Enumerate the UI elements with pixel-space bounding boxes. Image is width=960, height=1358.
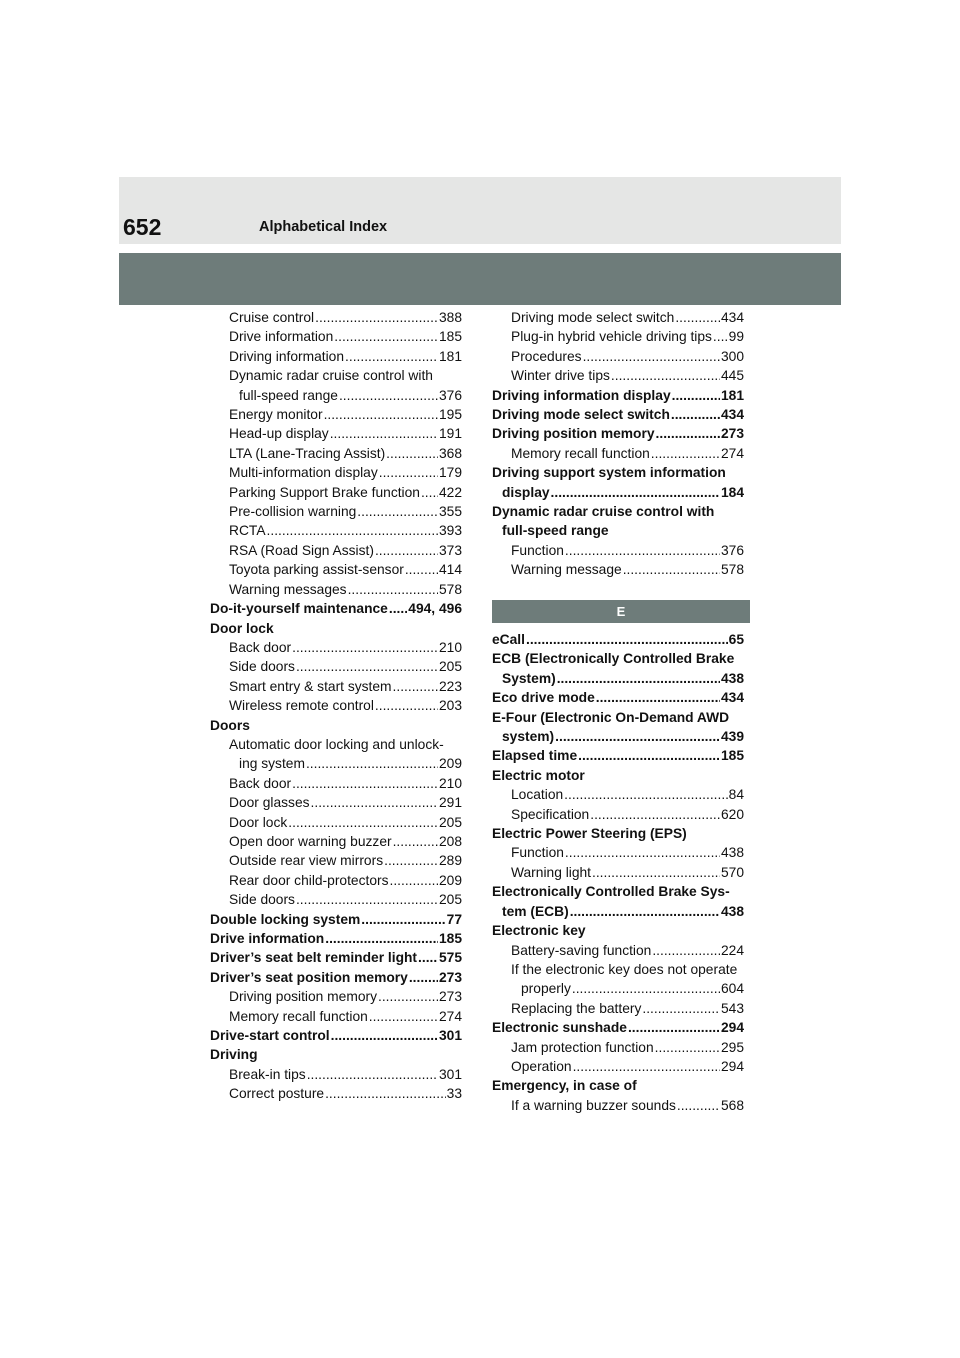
index-entry xyxy=(210,1026,462,1045)
leader-dots xyxy=(656,424,720,443)
index-entry-text: Eco drive mode xyxy=(492,690,595,706)
index-entry xyxy=(492,708,744,727)
index-entry xyxy=(492,1038,744,1057)
index-entry-text: Drive information xyxy=(210,931,325,946)
index-entry xyxy=(210,948,462,967)
index-entry-page: 65 xyxy=(728,632,744,647)
leader-dots xyxy=(557,669,720,688)
index-entry-text: Driving mode select switch xyxy=(511,310,675,325)
index-entry xyxy=(492,669,744,688)
index-entry-text: Break-in tips xyxy=(229,1066,306,1082)
index-entry-text: Head-up display xyxy=(229,426,329,442)
index-entry-text: Driving mode select switch xyxy=(492,407,670,423)
index-entry-page: 578 xyxy=(720,562,744,578)
index-entry-text: Doors xyxy=(210,717,250,733)
leader-dots xyxy=(421,483,438,502)
index-entry-text: Pre-collision warning xyxy=(229,504,357,520)
index-entry-text: Battery-saving function xyxy=(511,942,652,958)
index-entry xyxy=(210,716,462,735)
index-entry-text: Function xyxy=(511,845,564,861)
index-entry xyxy=(492,979,744,998)
index-entry-text: Cruise control xyxy=(229,310,315,325)
index-entry-text: Do-it-yourself maintenance xyxy=(210,601,388,617)
index-entry xyxy=(210,929,462,948)
leader-dots xyxy=(334,327,438,346)
leader-dots xyxy=(551,483,720,502)
index-entry xyxy=(492,863,744,882)
index-entry xyxy=(492,824,744,843)
index-entry xyxy=(492,882,744,901)
index-entry-text: Operation xyxy=(511,1058,572,1074)
index-column-right-bottom xyxy=(492,630,744,1115)
leader-dots xyxy=(642,999,720,1018)
index-entry-text: system) xyxy=(502,729,555,745)
index-entry-text: Driving xyxy=(210,1047,258,1063)
leader-dots xyxy=(369,1007,438,1026)
index-entry xyxy=(210,1007,462,1026)
leader-dots xyxy=(652,941,720,960)
index-entry-text: Replacing the battery xyxy=(511,1000,642,1016)
index-entry-page: 578 xyxy=(438,581,462,597)
leader-dots xyxy=(418,948,438,967)
index-entry xyxy=(492,630,744,649)
index-entry-text: full-speed range xyxy=(239,387,338,403)
index-entry xyxy=(210,657,462,676)
index-column-left xyxy=(210,308,462,1104)
index-entry xyxy=(492,521,744,540)
index-entry-text: Warning light xyxy=(511,864,592,880)
index-entry-page: 210 xyxy=(438,639,462,655)
leader-dots xyxy=(675,308,720,327)
index-entry-text: E-Four (Electronic On-Demand AWD xyxy=(492,709,730,725)
index-entry-page: 422 xyxy=(438,484,462,500)
index-entry xyxy=(492,541,744,560)
index-entry-text: RCTA xyxy=(229,523,266,539)
leader-dots xyxy=(405,560,438,579)
leader-dots xyxy=(570,902,720,921)
leader-dots xyxy=(330,424,438,443)
index-entry xyxy=(492,843,744,862)
index-entry xyxy=(210,871,462,890)
index-entry xyxy=(492,308,744,327)
section-letter: E xyxy=(616,604,626,619)
index-entry-text: Warning messages xyxy=(229,581,347,597)
index-entry xyxy=(492,1076,744,1095)
index-entry-text: Electronic key xyxy=(492,923,586,939)
index-entry xyxy=(492,999,744,1018)
index-entry xyxy=(492,405,744,424)
leader-dots xyxy=(296,657,438,676)
index-entry-page: 393 xyxy=(438,523,462,539)
index-entry-text: Plug-in hybrid vehicle driving tips xyxy=(511,329,712,345)
leader-dots xyxy=(348,580,438,599)
index-entry-page: 568 xyxy=(720,1097,744,1113)
index-entry-page: 445 xyxy=(720,368,744,384)
index-entry-text: properly xyxy=(521,981,571,997)
index-entry-page: 224 xyxy=(720,942,744,958)
leader-dots xyxy=(572,979,720,998)
index-entry-text: Back door xyxy=(229,775,292,791)
index-entry xyxy=(210,619,462,638)
leader-dots xyxy=(379,463,438,482)
index-entry xyxy=(210,968,462,987)
index-entry xyxy=(210,541,462,560)
index-entry-text: Memory recall function xyxy=(229,1008,368,1024)
leader-dots xyxy=(288,813,438,832)
index-entry-page: 570 xyxy=(720,864,744,880)
leader-dots xyxy=(357,502,438,521)
index-entry-text: Toyota parking assist-sensor xyxy=(229,562,404,578)
index-entry-page: 301 xyxy=(438,1028,462,1044)
index-entry xyxy=(492,746,744,765)
index-entry xyxy=(210,502,462,521)
index-entry-page: 209 xyxy=(438,872,462,888)
leader-dots xyxy=(384,851,438,870)
index-entry-page: 185 xyxy=(438,931,462,946)
index-entry-text: LTA (Lane-Tracing Assist) xyxy=(229,445,386,461)
index-entry-text: Emergency, in case of xyxy=(492,1078,637,1094)
index-entry xyxy=(492,502,744,521)
index-entry-page: 205 xyxy=(438,892,462,908)
index-entry-text: Dynamic radar cruise control with xyxy=(492,504,715,520)
index-entry xyxy=(210,444,462,463)
index-entry xyxy=(210,774,462,793)
index-column-right-top xyxy=(492,308,744,580)
index-entry-text: Dynamic radar cruise control with xyxy=(229,368,433,384)
index-entry-page: 274 xyxy=(438,1008,462,1024)
leader-dots xyxy=(583,347,720,366)
index-entry-page: 33 xyxy=(446,1086,462,1102)
index-entry xyxy=(210,677,462,696)
index-entry-text: Door lock xyxy=(229,814,288,830)
leader-dots xyxy=(677,1096,720,1115)
header-bar xyxy=(119,177,841,244)
index-entry xyxy=(492,1057,744,1076)
index-entry-text: full-speed range xyxy=(502,523,609,539)
index-entry xyxy=(210,386,462,405)
index-entry-page: 575 xyxy=(438,950,462,966)
index-entry-text: Driving support system information xyxy=(492,465,726,481)
index-entry-page: 181 xyxy=(438,348,462,364)
index-entry-page: 604 xyxy=(720,981,744,997)
index-entry-page: 388 xyxy=(438,310,462,325)
index-entry-text: Side doors xyxy=(229,659,295,675)
index-entry-page: 434 xyxy=(720,310,744,325)
leader-dots xyxy=(565,541,720,560)
index-entry-text: Driving information xyxy=(229,348,345,364)
index-entry-page: 185 xyxy=(438,329,462,345)
leader-dots xyxy=(655,1038,720,1057)
leader-dots xyxy=(526,630,728,649)
index-entry-text: Warning message xyxy=(511,562,622,578)
index-entry xyxy=(210,308,462,327)
index-entry xyxy=(492,483,744,502)
index-entry xyxy=(492,785,744,804)
index-entry xyxy=(210,347,462,366)
index-entry-page: 414 xyxy=(438,562,462,578)
index-entry-text: display xyxy=(502,484,550,500)
index-entry xyxy=(492,424,744,443)
leader-dots xyxy=(292,774,438,793)
index-entry-page: 184 xyxy=(720,484,744,500)
index-entry-page: 368 xyxy=(438,445,462,461)
index-entry-text: ing system xyxy=(239,756,305,772)
index-entry-text: Correct posture xyxy=(229,1086,325,1102)
index-entry-text: Outside rear view mirrors xyxy=(229,853,384,869)
leader-dots xyxy=(325,929,438,948)
index-entry-page: 439 xyxy=(720,729,744,745)
leader-dots xyxy=(592,863,720,882)
index-entry xyxy=(492,327,744,346)
index-entry-page: 203 xyxy=(438,698,462,714)
index-entry xyxy=(492,688,744,707)
index-entry-page: 294 xyxy=(720,1058,744,1074)
index-entry xyxy=(210,1084,462,1103)
index-entry-text: RSA (Road Sign Assist) xyxy=(229,542,374,558)
index-entry xyxy=(492,444,744,463)
index-entry-page: 195 xyxy=(438,407,462,423)
leader-dots xyxy=(375,696,438,715)
index-entry xyxy=(492,386,744,405)
leader-dots xyxy=(555,727,720,746)
index-entry-page: 620 xyxy=(720,806,744,822)
index-entry-page: 273 xyxy=(438,989,462,1005)
leader-dots xyxy=(390,871,438,890)
index-entry xyxy=(492,766,744,785)
header-band xyxy=(119,253,841,305)
index-entry-page: 205 xyxy=(438,659,462,675)
leader-dots xyxy=(713,327,728,346)
index-entry-page: 209 xyxy=(438,756,462,772)
index-entry xyxy=(210,366,462,385)
index-entry-page: 77 xyxy=(446,911,462,927)
leader-dots xyxy=(671,405,720,424)
index-entry xyxy=(492,1018,744,1037)
index-entry xyxy=(492,560,744,579)
index-entry xyxy=(210,638,462,657)
index-entry-text: ECB (Electronically Controlled Brake xyxy=(492,651,735,667)
index-entry xyxy=(210,483,462,502)
index-entry-page: 191 xyxy=(438,426,462,442)
index-entry xyxy=(210,890,462,909)
index-entry-text: Jam protection function xyxy=(511,1039,654,1055)
index-entry-page: 99 xyxy=(728,329,744,345)
page-number: 652 xyxy=(123,214,162,240)
index-entry-page: 84 xyxy=(728,787,744,803)
index-entry-text: Door lock xyxy=(210,620,274,636)
index-entry xyxy=(210,754,462,773)
leader-dots xyxy=(345,347,438,366)
index-entry-text: Driver’s seat belt reminder light xyxy=(210,950,418,966)
index-entry-text: Wireless remote control xyxy=(229,698,374,714)
index-entry xyxy=(492,1096,744,1115)
index-entry-text: Procedures xyxy=(511,348,582,364)
leader-dots xyxy=(296,890,438,909)
index-entry-page: 373 xyxy=(438,542,462,558)
index-entry-text: tem (ECB) xyxy=(502,903,569,919)
leader-dots xyxy=(315,308,438,327)
leader-dots xyxy=(339,386,438,405)
index-entry-page: 205 xyxy=(438,814,462,830)
index-entry-page: 543 xyxy=(720,1000,744,1016)
index-entry-page: 300 xyxy=(720,348,744,364)
index-entry xyxy=(210,1065,462,1084)
index-entry-page: 273 xyxy=(720,426,744,442)
index-entry xyxy=(210,793,462,812)
leader-dots xyxy=(325,1084,446,1103)
leader-dots xyxy=(611,366,720,385)
index-entry xyxy=(210,405,462,424)
index-entry-page: 355 xyxy=(438,504,462,520)
index-entry xyxy=(210,463,462,482)
index-entry xyxy=(492,805,744,824)
index-entry-page: 223 xyxy=(438,678,462,694)
index-entry-page: 494, 496 xyxy=(408,601,462,617)
leader-dots xyxy=(651,444,720,463)
index-entry-page: 291 xyxy=(438,795,462,811)
index-entry-text: Specification xyxy=(511,806,590,822)
leader-dots xyxy=(578,746,720,765)
index-entry-page: 376 xyxy=(720,542,744,558)
index-entry-text: Energy monitor xyxy=(229,407,323,423)
index-entry xyxy=(492,649,744,668)
index-entry-text: eCall xyxy=(492,632,525,647)
leader-dots xyxy=(623,560,720,579)
leader-dots xyxy=(596,688,720,707)
index-entry-text: Double locking system xyxy=(210,911,361,927)
index-entry xyxy=(492,941,744,960)
index-entry-text: Electric motor xyxy=(492,767,585,783)
leader-dots xyxy=(590,805,720,824)
index-entry xyxy=(210,327,462,346)
leader-dots xyxy=(672,386,720,405)
leader-dots xyxy=(375,541,438,560)
leader-dots xyxy=(378,987,438,1006)
leader-dots xyxy=(573,1057,720,1076)
index-entry-page: 274 xyxy=(720,445,744,461)
section-letter-bar xyxy=(492,600,750,623)
index-entry-page: 438 xyxy=(720,670,744,686)
index-entry-text: Electronic sunshade xyxy=(492,1020,627,1036)
index-entry xyxy=(210,1045,462,1064)
index-entry-page: 434 xyxy=(720,407,744,423)
index-entry xyxy=(492,463,744,482)
index-entry-page: 295 xyxy=(720,1039,744,1055)
index-entry-text: Winter drive tips xyxy=(511,368,610,384)
index-entry-page: 434 xyxy=(720,690,744,706)
index-entry xyxy=(492,347,744,366)
index-entry-text: Driver’s seat position memory xyxy=(210,969,408,985)
index-entry-text: Parking Support Brake function xyxy=(229,484,420,500)
index-entry xyxy=(210,521,462,540)
leader-dots xyxy=(565,843,720,862)
index-entry-text: Drive information xyxy=(229,329,334,345)
leader-dots xyxy=(311,793,438,812)
leader-dots xyxy=(386,444,438,463)
index-entry-page: 438 xyxy=(720,903,744,919)
leader-dots xyxy=(628,1018,720,1037)
leader-dots xyxy=(292,638,438,657)
leader-dots xyxy=(331,1026,438,1045)
index-entry-text: Memory recall function xyxy=(511,445,650,461)
index-entry-text: System) xyxy=(502,670,556,686)
index-entry xyxy=(492,727,744,746)
index-entry-text: Side doors xyxy=(229,892,295,908)
index-entry-text: Elapsed time xyxy=(492,748,578,764)
index-entry-text: Rear door child-protectors xyxy=(229,872,389,888)
leader-dots xyxy=(564,785,727,804)
index-entry-text: Electronically Controlled Brake Sys- xyxy=(492,884,730,900)
index-entry-text: Driving position memory xyxy=(492,426,655,442)
index-entry-page: 376 xyxy=(438,387,462,403)
leader-dots xyxy=(361,910,445,929)
index-entry-text: Door glasses xyxy=(229,795,310,811)
index-entry xyxy=(210,735,462,754)
leader-dots xyxy=(393,677,438,696)
index-entry xyxy=(210,580,462,599)
index-entry-page: 181 xyxy=(720,387,744,403)
index-entry-text: Function xyxy=(511,542,564,558)
index-entry xyxy=(210,910,462,929)
index-entry xyxy=(210,424,462,443)
leader-dots xyxy=(393,832,438,851)
leader-dots xyxy=(306,754,438,773)
index-entry-text: Location xyxy=(511,787,564,803)
index-entry-text: Automatic door locking and unlock- xyxy=(229,736,444,752)
index-entry-text: Multi-information display xyxy=(229,465,378,481)
index-entry-text: If a warning buzzer sounds xyxy=(511,1097,676,1113)
leader-dots xyxy=(409,968,438,987)
index-entry-page: 301 xyxy=(438,1066,462,1082)
index-entry-page: 208 xyxy=(438,833,462,849)
page-title: Alphabetical Index xyxy=(259,219,388,235)
index-entry-text: Smart entry & start system xyxy=(229,678,392,694)
index-entry-page: 273 xyxy=(438,969,462,985)
leader-dots xyxy=(307,1065,438,1084)
index-entry-page: 289 xyxy=(438,853,462,869)
index-entry-text: Electric Power Steering (EPS) xyxy=(492,826,687,842)
index-entry xyxy=(492,366,744,385)
index-entry xyxy=(492,921,744,940)
index-entry-text: Drive-start control xyxy=(210,1028,330,1044)
leader-dots xyxy=(267,521,438,540)
index-entry xyxy=(210,851,462,870)
index-entry xyxy=(210,813,462,832)
index-entry-page: 185 xyxy=(720,748,744,764)
index-entry xyxy=(210,696,462,715)
leader-dots xyxy=(389,599,407,618)
index-entry-text: Open door warning buzzer xyxy=(229,833,392,849)
index-entry-page: 179 xyxy=(438,465,462,481)
index-entry-page: 294 xyxy=(720,1020,744,1036)
index-entry xyxy=(210,832,462,851)
index-entry xyxy=(492,902,744,921)
index-entry-page: 438 xyxy=(720,845,744,861)
index-entry-text: If the electronic key does not operate xyxy=(511,961,738,977)
index-entry-text: Driving information display xyxy=(492,387,671,403)
index-entry-text: Driving position memory xyxy=(229,989,377,1005)
index-entry-page: 210 xyxy=(438,775,462,791)
index-entry-text: Back door xyxy=(229,639,292,655)
index-entry xyxy=(210,560,462,579)
index-entry xyxy=(210,987,462,1006)
index-entry xyxy=(210,599,462,618)
leader-dots xyxy=(324,405,438,424)
index-entry xyxy=(492,960,744,979)
